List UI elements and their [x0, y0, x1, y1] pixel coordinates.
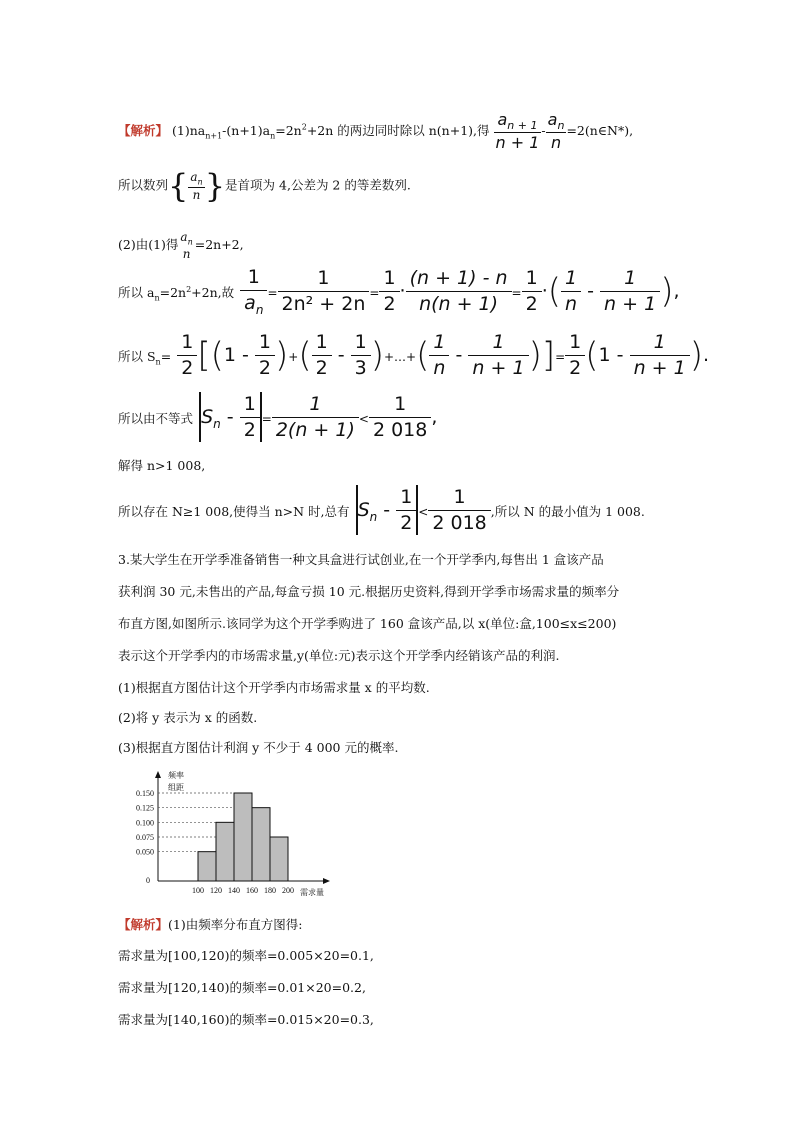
right-paren: ) — [370, 335, 384, 376]
right-paren: ) — [689, 335, 703, 376]
num: a — [547, 110, 558, 129]
left-paren: ( — [585, 335, 599, 376]
solution1-line3 — [118, 230, 244, 261]
problem3-para3: 布直方图,如图所示.该同学为这个开学季购进了 160 盒该产品,以 x(单位:盒,100≤x≤200) — [118, 616, 617, 631]
problem3-para2: 获利润 30 元,未售出的产品,每盒亏损 10 元.根据历史资料,得到开学季市场需求量的频率分 — [118, 584, 620, 599]
eq: = — [555, 349, 566, 364]
fraction-1-over-n — [561, 266, 581, 317]
lt: < — [358, 411, 369, 426]
x-label: 需求量 — [300, 888, 324, 897]
text: +2n,故 — [191, 285, 235, 300]
text: 所以数列 — [118, 177, 169, 193]
fraction-1-over-n — [429, 330, 449, 381]
dot: · — [399, 280, 406, 302]
num-sub: n — [557, 119, 565, 133]
fraction-1-over-2018 — [369, 392, 431, 443]
num: 1 — [600, 266, 660, 292]
den: 2 018 — [432, 511, 487, 534]
fraction-1-over-2 — [565, 330, 585, 381]
fraction-1-over-2 — [379, 266, 399, 317]
text: (1)na — [172, 122, 206, 138]
sub: n+1 — [205, 131, 223, 141]
den: 2 — [258, 356, 271, 379]
fraction-1-over-2 — [522, 266, 542, 317]
sub: n — [270, 131, 276, 141]
minus: - — [587, 280, 594, 302]
solution1-line6 — [118, 392, 437, 443]
left-paren: ( — [210, 335, 224, 376]
num: (n + 1) - n — [406, 266, 512, 292]
analysis-tag: 【解析】 — [118, 917, 169, 932]
fraction-1-over-2018 — [428, 485, 490, 536]
den: n + 1 — [472, 356, 525, 379]
solution3-line1 — [118, 917, 302, 932]
den: a — [244, 291, 256, 314]
text: +2n 的两边同时除以 n(n+1),得 — [306, 122, 490, 138]
problem3-para1: 3.某大学生在开学季准备销售一种文具盒进行试创业,在一个开学季内,每售出 1 盒该产品 — [118, 552, 604, 567]
num-sub: n + 1 — [507, 119, 538, 133]
den: 2 — [383, 293, 396, 315]
num: 1 — [240, 265, 267, 291]
histogram-bar-180-200 — [270, 837, 288, 881]
fraction-1-over-2n1 — [272, 392, 359, 443]
minus: - — [226, 405, 234, 428]
fraction-1-over-2n2 — [278, 266, 370, 317]
den: 2(n + 1) — [275, 418, 355, 441]
eq: = — [267, 286, 278, 300]
s: S — [201, 405, 214, 428]
plus: + — [288, 349, 299, 364]
num: a — [180, 230, 188, 244]
x-tick-label: 140 — [228, 886, 240, 895]
den: 2 — [243, 418, 256, 441]
right-brace: } — [204, 167, 226, 206]
x-tick-label: 180 — [264, 886, 276, 895]
fraction-an-over-n — [188, 170, 204, 202]
solution1-line7: 解得 n>1 008, — [118, 458, 206, 473]
text: =2n — [159, 285, 187, 300]
y-tick-label: 0.150 — [136, 789, 154, 798]
num: 1 — [522, 266, 542, 292]
ellipsis: +…+ — [384, 349, 417, 364]
fraction-1-over-n1 — [630, 330, 690, 381]
y-axis-arrow — [155, 771, 161, 778]
origin-label: 0 — [146, 876, 150, 885]
den: 2 — [400, 511, 413, 534]
right-bracket: ] — [541, 335, 556, 376]
fraction-1-over-n1 — [600, 266, 660, 317]
solution1-line1 — [118, 110, 633, 153]
text: =2(n∈N*), — [566, 122, 634, 138]
minus: - — [337, 343, 345, 366]
num: 1 — [630, 330, 690, 356]
text: ,所以 N 的最小值为 1 008. — [490, 503, 645, 519]
fraction-an-over-n — [178, 230, 194, 261]
x-tick-label: 160 — [246, 886, 258, 895]
minus: - — [541, 122, 546, 138]
solution3-line3: 需求量为[120,140)的频率=0.01×20=0.2, — [118, 980, 366, 995]
num-sub: n — [197, 177, 203, 187]
one: 1 — [223, 343, 236, 366]
x-axis-arrow — [323, 878, 330, 884]
text: -(n+1)a — [222, 122, 271, 138]
den: 2 — [181, 356, 194, 379]
histogram-bar-120-140 — [216, 822, 234, 881]
right-paren: ) — [275, 335, 289, 376]
minus: - — [455, 343, 463, 366]
frequency-histogram — [118, 770, 348, 900]
num: 1 — [272, 392, 359, 418]
fraction-1-over-2 — [255, 330, 275, 381]
x-tick-label: 100 — [192, 886, 204, 895]
den: 2 — [315, 356, 328, 379]
y-tick-label: 0.050 — [136, 847, 154, 857]
eq: = — [511, 286, 522, 300]
fraction-an-over-n — [546, 110, 567, 153]
y-tick-label: 0.125 — [136, 803, 154, 813]
comma: , — [673, 280, 680, 302]
text: 所以 S — [118, 348, 156, 364]
sub: n — [155, 357, 161, 367]
num: 1 — [240, 392, 260, 418]
text: =2n — [275, 122, 302, 138]
num: 1 — [255, 330, 275, 356]
solution3-line4: 需求量为[140,160)的频率=0.015×20=0.3, — [118, 1012, 374, 1027]
y-tick-label: 0.100 — [136, 818, 154, 828]
den: n — [565, 293, 578, 315]
eq: = — [160, 348, 172, 364]
problem3-question1: (1)根据直方图估计这个开学季内市场需求量 x 的平均数. — [118, 680, 430, 695]
num-sub: n — [187, 237, 193, 247]
left-brace: { — [168, 167, 189, 206]
den: 2 — [569, 356, 582, 379]
fraction-1-over-an — [240, 265, 267, 318]
x-tick-label: 120 — [210, 886, 222, 895]
problem3-para4: 表示这个开学季内的市场需求量,y(单位:元)表示这个开学季内经销该产品的利润. — [118, 648, 560, 663]
den: 2 018 — [372, 418, 428, 441]
den: 2 — [525, 293, 538, 315]
text: 所以由不等式 — [118, 410, 194, 426]
den: n — [433, 356, 446, 379]
text: 是首项为 4,公差为 2 的等差数列. — [225, 177, 411, 193]
solution1-line5 — [118, 330, 709, 381]
problem3-question2: (2)将 y 表示为 x 的函数. — [118, 710, 258, 725]
num: a — [190, 170, 198, 184]
text: 所以 a — [118, 285, 155, 300]
den: n + 1 — [633, 356, 686, 379]
one: 1 — [598, 343, 611, 366]
sub: n — [154, 293, 160, 303]
den: n — [192, 187, 201, 202]
text: =2n+2, — [194, 237, 244, 253]
num: 1 — [351, 330, 371, 356]
sup: 2 — [186, 284, 192, 294]
fraction-1-over-n1 — [468, 330, 528, 381]
sup: 2 — [301, 122, 307, 132]
fraction-n1-minus-n — [406, 266, 512, 317]
den: 2n² + 2n — [281, 293, 366, 315]
analysis-tag: 【解析】 — [118, 122, 169, 138]
fraction-1-over-2 — [396, 485, 416, 536]
fraction-an1-over-n1 — [494, 110, 542, 153]
dot: · — [541, 280, 548, 302]
sub: n — [213, 416, 221, 431]
num: 1 — [379, 266, 399, 292]
y-tick-label: 0.075 — [136, 833, 154, 842]
left-paren: ( — [547, 271, 561, 312]
left-bracket: [ — [197, 335, 211, 376]
problem3-question3: (3)根据直方图估计利润 y 不少于 4 000 元的概率. — [118, 740, 399, 755]
histogram-bar-100-120 — [198, 852, 216, 881]
num: 1 — [468, 330, 528, 356]
minus: - — [383, 498, 391, 521]
s: S — [357, 498, 370, 521]
left-paren: ( — [416, 335, 430, 376]
num: 1 — [312, 330, 332, 356]
num: 1 — [369, 392, 431, 418]
histogram-bar-140-160 — [234, 793, 252, 881]
left-paren: ( — [298, 335, 312, 376]
num: 1 — [561, 266, 581, 292]
fraction-1-over-3 — [351, 330, 371, 381]
minus: - — [616, 343, 624, 366]
right-paren: ) — [528, 335, 542, 376]
solution1-line8 — [118, 485, 645, 536]
text: (2)由(1)得 — [118, 237, 179, 253]
histogram-bar-160-180 — [252, 808, 270, 881]
x-tick-label: 200 — [282, 886, 294, 895]
minus: - — [242, 343, 249, 366]
num: 1 — [278, 266, 370, 292]
period: . — [702, 343, 710, 366]
solution1-line4 — [118, 265, 680, 318]
num: 1 — [565, 330, 585, 356]
fraction-1-over-2 — [312, 330, 332, 381]
den: n + 1 — [604, 293, 657, 315]
fraction-1-over-2 — [177, 330, 197, 381]
fraction-1-over-2 — [240, 392, 260, 443]
num: 1 — [428, 485, 490, 511]
text: 所以存在 N≥1 008,使得当 n>N 时,总有 — [118, 503, 350, 519]
den: 3 — [354, 356, 367, 379]
eq: = — [261, 411, 272, 426]
den: n(n + 1) — [419, 293, 499, 315]
y-label-bottom: 组距 — [168, 783, 184, 792]
den: n + 1 — [495, 133, 540, 153]
den: n — [182, 246, 191, 261]
num: 1 — [429, 330, 449, 356]
y-label-top: 频率 — [168, 771, 184, 780]
num: a — [497, 110, 508, 129]
solution1-line2 — [118, 167, 411, 206]
den-sub: n — [255, 302, 264, 317]
comma: , — [431, 405, 438, 428]
lt: < — [418, 504, 429, 519]
text: (1)由频率分布直方图得: — [168, 917, 303, 932]
solution3-line2: 需求量为[100,120)的频率=0.005×20=0.1, — [118, 948, 374, 963]
num: 1 — [177, 330, 197, 356]
num: 1 — [396, 485, 416, 511]
sub: n — [369, 509, 378, 524]
den: n — [550, 133, 562, 153]
eq: = — [369, 286, 380, 300]
right-paren: ) — [660, 271, 674, 312]
